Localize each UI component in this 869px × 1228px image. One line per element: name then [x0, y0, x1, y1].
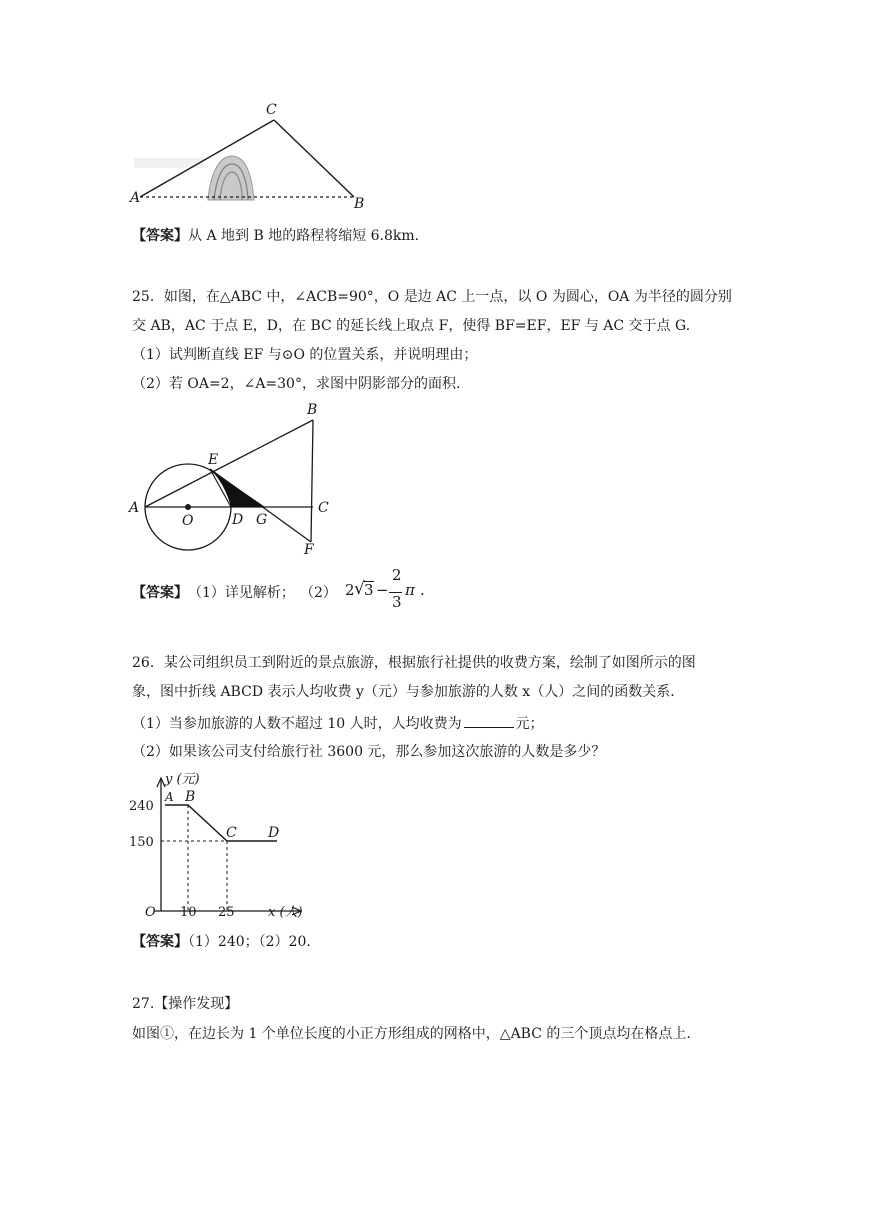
- q24-figure: [120, 96, 380, 216]
- math-denominator: 3: [392, 593, 402, 611]
- part1-text: （1）当参加旅游的人数不超过 10 人时，人均收费为: [132, 716, 462, 732]
- q26-stem-line1: 26．某公司组织员工到附近的景点旅游，根据旅行社提供的收费方案，绘制了如图所示的图: [132, 655, 696, 671]
- center-dot: [185, 504, 191, 510]
- q25-part1: （1）试判断直线 EF 与⊙O 的位置关系，并说明理由；: [132, 347, 478, 363]
- sqrt-icon: √: [354, 579, 365, 599]
- label-b: B: [354, 196, 365, 212]
- answer-part2-prefix: （2）: [300, 585, 337, 601]
- math-root: 3: [364, 581, 374, 599]
- segment-bf: [311, 420, 313, 542]
- math-coef: 2: [345, 581, 355, 599]
- answer-part1: （1）详见解析；: [188, 585, 295, 601]
- q26-graph: [125, 770, 325, 922]
- math-pi: π: [405, 581, 415, 599]
- math-minus: −: [376, 581, 389, 599]
- x-tick-10: 10: [180, 905, 197, 920]
- label-a: A: [130, 190, 141, 206]
- label-d: D: [232, 512, 244, 528]
- label-o: O: [182, 513, 194, 529]
- label-f: F: [304, 542, 314, 558]
- q25-part2: （2）若 OA=2，∠A=30°，求图中阴影部分的面积.: [132, 376, 461, 392]
- q26-part2: （2）如果该公司支付给旅行社 3600 元，那么参加这次旅游的人数是多少？: [132, 744, 606, 760]
- x-axis-label: x (人): [268, 905, 303, 920]
- shaded-region: [210, 469, 265, 507]
- y-tick-240: 240: [129, 799, 154, 814]
- side-cb: [274, 120, 354, 197]
- q25-figure: [125, 398, 340, 560]
- math-end: .: [420, 581, 425, 599]
- label-b: B: [307, 402, 318, 418]
- q27-heading: 27.【操作发现】: [132, 996, 239, 1012]
- label-e: E: [208, 452, 219, 468]
- label-c: C: [318, 500, 329, 516]
- point-d: D: [268, 825, 280, 841]
- y-axis-label: y (元): [165, 772, 200, 787]
- q26-part1: [132, 713, 544, 733]
- q25-stem-line1: 25．如图，在△ABC 中，∠ACB=90°，O 是边 AC 上一点，以 O 为圆心，OA 为半径的圆分别: [132, 289, 732, 305]
- answer-tag: 【答案】: [132, 585, 188, 601]
- polyline-abcd: [165, 805, 280, 841]
- q26-answer: [132, 933, 311, 951]
- label-c: C: [266, 102, 277, 118]
- answer-text: 从 A 地到 B 地的路程将缩短 6.8km.: [188, 228, 420, 244]
- answer-tag: 【答案】: [132, 934, 188, 950]
- answer-text: （1）240；（2）20.: [188, 934, 311, 950]
- q24-answer: [132, 227, 419, 245]
- part1-unit: 元；: [515, 716, 544, 732]
- q27-stem: 如图①，在边长为 1 个单位长度的小正方形组成的网格中，△ABC 的三个顶点均在格点上.: [132, 1026, 691, 1042]
- mountain-icon: [208, 156, 254, 200]
- y-tick-150: 150: [129, 835, 154, 850]
- answer-tag: 【答案】: [132, 228, 188, 244]
- q26-stem-line2: 象，图中折线 ABCD 表示人均收费 y（元）与参加旅游的人数 x（人）之间的函数关系.: [132, 684, 675, 700]
- q25-stem-line2: 交 AB，AC 于点 E，D，在 BC 的延长线上取点 F，使得 BF=EF，EF 与 AC 交于点 G.: [132, 318, 691, 334]
- math-numerator: 2: [392, 566, 402, 584]
- answer-blank: [464, 713, 514, 728]
- x-tick-25: 25: [218, 905, 235, 920]
- label-a: A: [129, 500, 140, 516]
- point-c: C: [226, 825, 237, 841]
- origin-label: O: [145, 905, 156, 920]
- point-a: A: [165, 790, 174, 804]
- point-b: B: [185, 789, 196, 805]
- label-g: G: [256, 512, 268, 528]
